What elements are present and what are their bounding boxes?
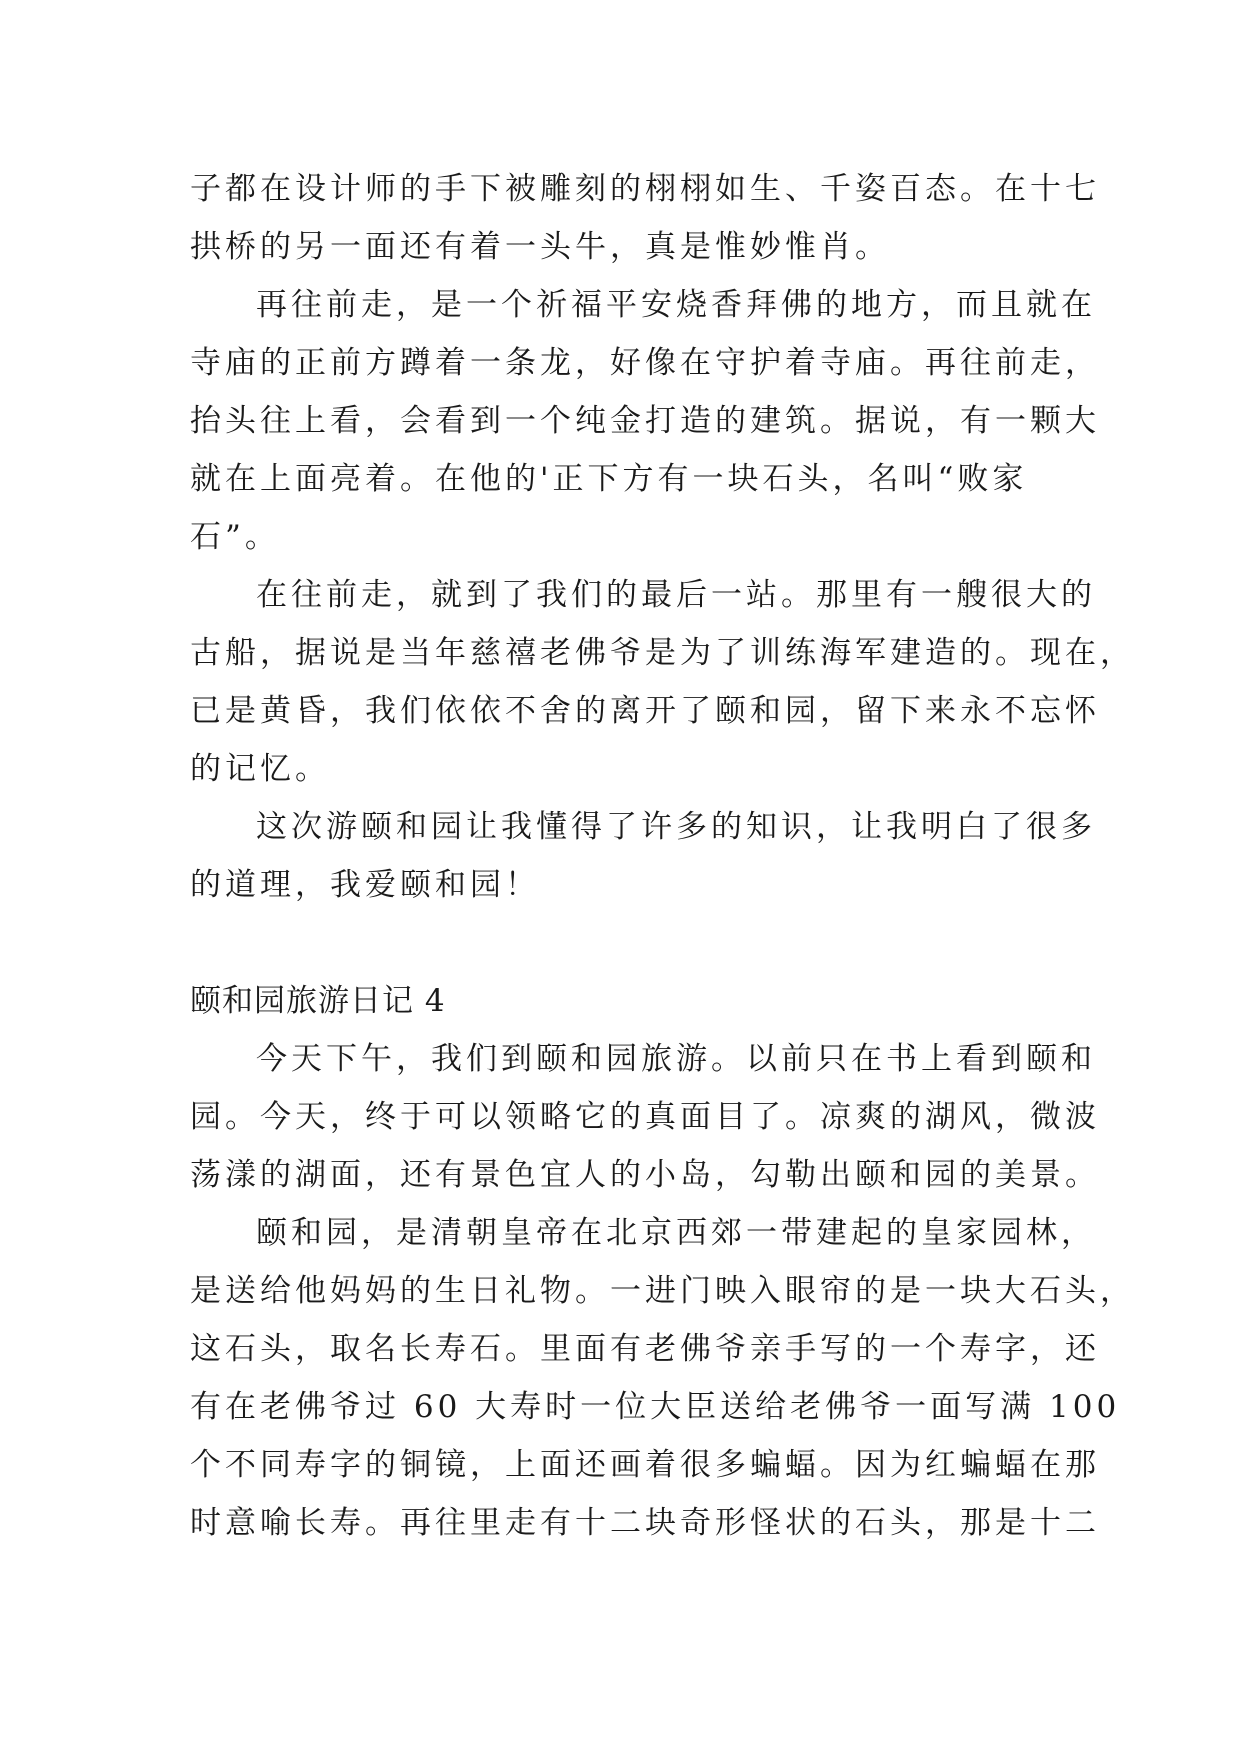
text-line: 园。今天，终于可以领略它的真面目了。凉爽的湖风，微波: [190, 1099, 1100, 1135]
text-line: 颐和园，是清朝皇帝在北京西郊一带建起的皇家园林，: [256, 1215, 1096, 1251]
text-line: 今天下午，我们到颐和园旅游。以前只在书上看到颐和: [256, 1041, 1096, 1077]
paragraph-temple: [190, 276, 1100, 566]
text-line: 抬头往上看，会看到一个纯金打造的建筑。据说，有一颗大: [190, 403, 1100, 439]
text-line: 在往前走，就到了我们的最后一站。那里有一艘很大的: [256, 577, 1096, 613]
document-page: [190, 160, 1135, 1552]
text-line: 个不同寿字的铜镜，上面还画着很多蝙蝠。因为红蝙蝠在那: [190, 1447, 1100, 1483]
text-line: 子都在设计师的手下被雕刻的栩栩如生、千姿百态。在十七: [190, 171, 1100, 207]
text-line: 石”。: [190, 519, 280, 555]
text-line: 的记忆。: [190, 751, 330, 787]
text-line: 有在老佛爷过 60 大寿时一位大臣送给老佛爷一面写满 100: [190, 1389, 1121, 1425]
text-line: 时意喻长寿。再往里走有十二块奇形怪状的石头，那是十二: [190, 1505, 1100, 1541]
paragraph-intro: [190, 1030, 1100, 1204]
text-line: 这石头，取名长寿石。里面有老佛爷亲手写的一个寿字，还: [190, 1331, 1100, 1367]
text-line: 荡漾的湖面，还有景色宜人的小岛，勾勒出颐和园的美景。: [190, 1157, 1100, 1193]
text-line: 就在上面亮着。在他的'正下方有一块石头，名叫“败家: [190, 461, 1028, 497]
text-line: 拱桥的另一面还有着一头牛，真是惟妙惟肖。: [190, 229, 890, 265]
paragraph-conclusion: [190, 798, 1096, 914]
text-line: 这次游颐和园让我懂得了许多的知识，让我明白了很多: [256, 809, 1096, 845]
text-line: 古船，据说是当年慈禧老佛爷是为了训练海军建造的。现在，: [190, 635, 1135, 671]
paragraph-longevity-stone: [190, 1204, 1135, 1552]
text-line: 寺庙的正前方蹲着一条龙，好像在守护着寺庙。再往前走，: [190, 345, 1100, 381]
section-heading: 颐和园旅游日记 4: [190, 983, 446, 1019]
text-line: 再往前走，是一个祈福平安烧香拜佛的地方，而且就在: [256, 287, 1096, 323]
text-line: 是送给他妈妈的生日礼物。一进门映入眼帘的是一块大石头，: [190, 1273, 1135, 1309]
text-line: 的道理，我爱颐和园！: [190, 867, 540, 903]
text-line: 已是黄昏，我们依依不舍的离开了颐和园，留下来永不忘怀: [190, 693, 1100, 729]
paragraph-continuation: [190, 160, 1100, 276]
paragraph-last-stop: [190, 566, 1135, 798]
